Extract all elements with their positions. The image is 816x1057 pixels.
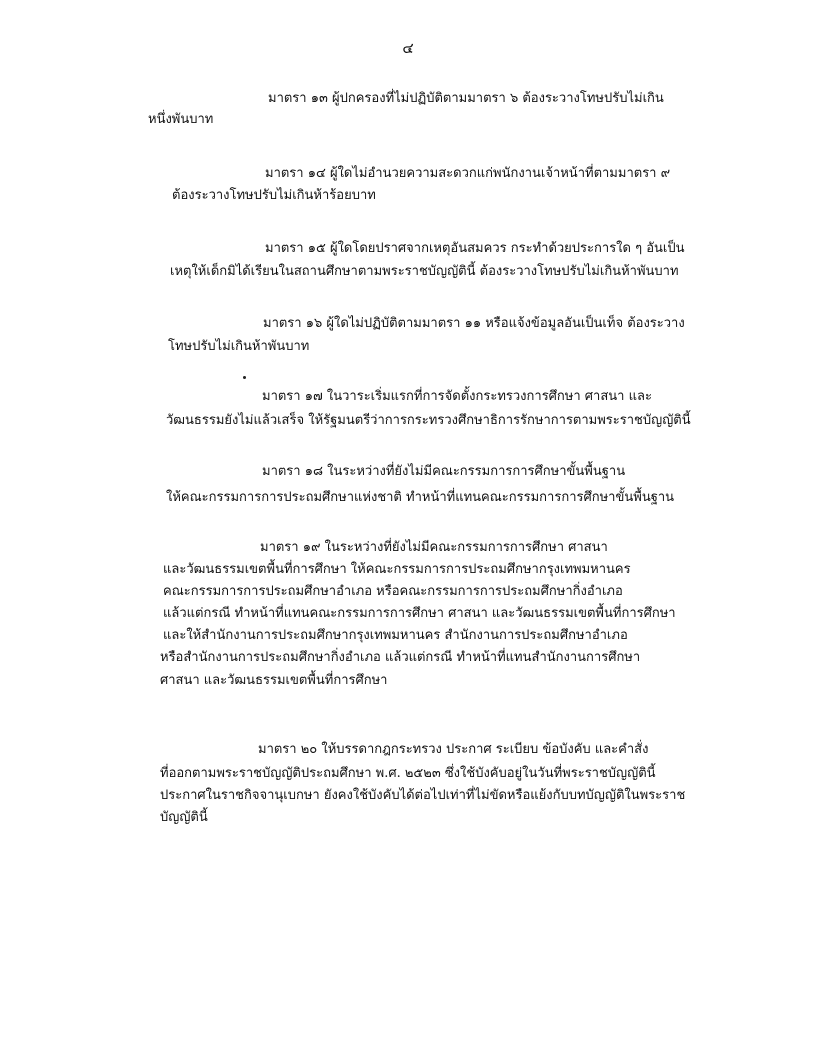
section-13-line-1: มาตรา ๑๓ ผู้ปกครองที่ไม่ปฏิบัติตามมาตรา ๖ ต้องระวางโทษปรับไม่เกิน xyxy=(268,91,664,106)
section-20-line-3: ประกาศในราชกิจจานุเบกษา ยังคงใช้บังคับได้ต่อไปเท่าที่ไม่ขัดหรือแย้งกับบทบัญญัติในพระราช xyxy=(160,788,686,803)
section-14-line-1: มาตรา ๑๔ ผู้ใดไม่อำนวยความสะดวกแก่พนักงานเจ้าหน้าที่ตามมาตรา ๙ xyxy=(265,166,671,181)
section-13-line-2: หนึ่งพันบาท xyxy=(148,112,214,127)
section-19-line-4: แล้วแต่กรณี ทำหน้าที่แทนคณะกรรมการการศึกษา ศาสนา และวัฒนธรรมเขตพื้นที่การศึกษา xyxy=(163,606,676,621)
section-15-line-1: มาตรา ๑๕ ผู้ใดโดยปราศจากเหตุอันสมควร กระทำด้วยประการใด ๆ อันเป็น xyxy=(265,241,685,256)
section-19-line-7: ศาสนา และวัฒนธรรมเขตพื้นที่การศึกษา xyxy=(160,673,388,688)
section-17-line-2: วัฒนธรรมยังไม่แล้วเสร็จ ให้รัฐมนตรีว่าการกระทรวงศึกษาธิการรักษาการตามพระราชบัญญัตินี้ xyxy=(166,413,691,428)
section-14-line-2: ต้องระวางโทษปรับไม่เกินห้าร้อยบาท xyxy=(172,188,376,203)
section-16-line-1: มาตรา ๑๖ ผู้ใดไม่ปฏิบัติตามมาตรา ๑๑ หรือแจ้งข้อมูลอันเป็นเท็จ ต้องระวาง xyxy=(263,316,685,331)
section-18-line-2: ให้คณะกรรมการการประถมศึกษาแห่งชาติ ทำหน้าที่แทนคณะกรรมการการศึกษาขั้นพื้นฐาน xyxy=(166,490,675,505)
section-20-line-4: บัญญัตินี้ xyxy=(160,810,208,825)
section-19-line-1: มาตรา ๑๙ ในระหว่างที่ยังไม่มีคณะกรรมการการศึกษา ศาสนา xyxy=(260,540,608,555)
section-17-line-1: มาตรา ๑๗ ในวาระเริ่มแรกที่การจัดตั้งกระทรวงการศึกษา ศาสนา และ xyxy=(262,389,652,404)
section-20-line-1: มาตรา ๒๐ ให้บรรดากฎกระทรวง ประกาศ ระเบียบ ข้อบังคับ และคำสั่ง xyxy=(258,742,649,757)
section-19-line-2: และวัฒนธรรมเขตพื้นที่การศึกษา ให้คณะกรรมการการประถมศึกษากรุงเทพมหานคร xyxy=(163,562,631,577)
page-number: ๔ xyxy=(402,39,414,57)
section-20-line-2: ที่ออกตามพระราชบัญญัติประถมศึกษา พ.ศ. ๒๕๒๓ ซึ่งใช้บังคับอยู่ในวันที่พระราชบัญญัตินี้ xyxy=(160,766,656,781)
section-19-line-5: และให้สำนักงานการประถมศึกษากรุงเทพมหานคร สำนักงานการประถมศึกษาอำเภอ xyxy=(163,628,628,643)
section-15-line-2: เหตุให้เด็กมิได้เรียนในสถานศึกษาตามพระราชบัญญัตินี้ ต้องระวางโทษปรับไม่เกินห้าพันบาท xyxy=(170,264,679,279)
section-19-line-3: คณะกรรมการการประถมศึกษาอำเภอ หรือคณะกรรมการการประถมศึกษากิ่งอำเภอ xyxy=(163,584,623,599)
section-19-line-6: หรือสำนักงานการประถมศึกษากิ่งอำเภอ แล้วแต่กรณี ทำหน้าที่แทนสำนักงานการศึกษา xyxy=(160,650,641,665)
section-18-line-1: มาตรา ๑๘ ในระหว่างที่ยังไม่มีคณะกรรมการการศึกษาขั้นพื้นฐาน xyxy=(262,464,626,479)
section-16-line-2: โทษปรับไม่เกินห้าพันบาท xyxy=(168,339,310,354)
stray-mark xyxy=(243,376,246,379)
